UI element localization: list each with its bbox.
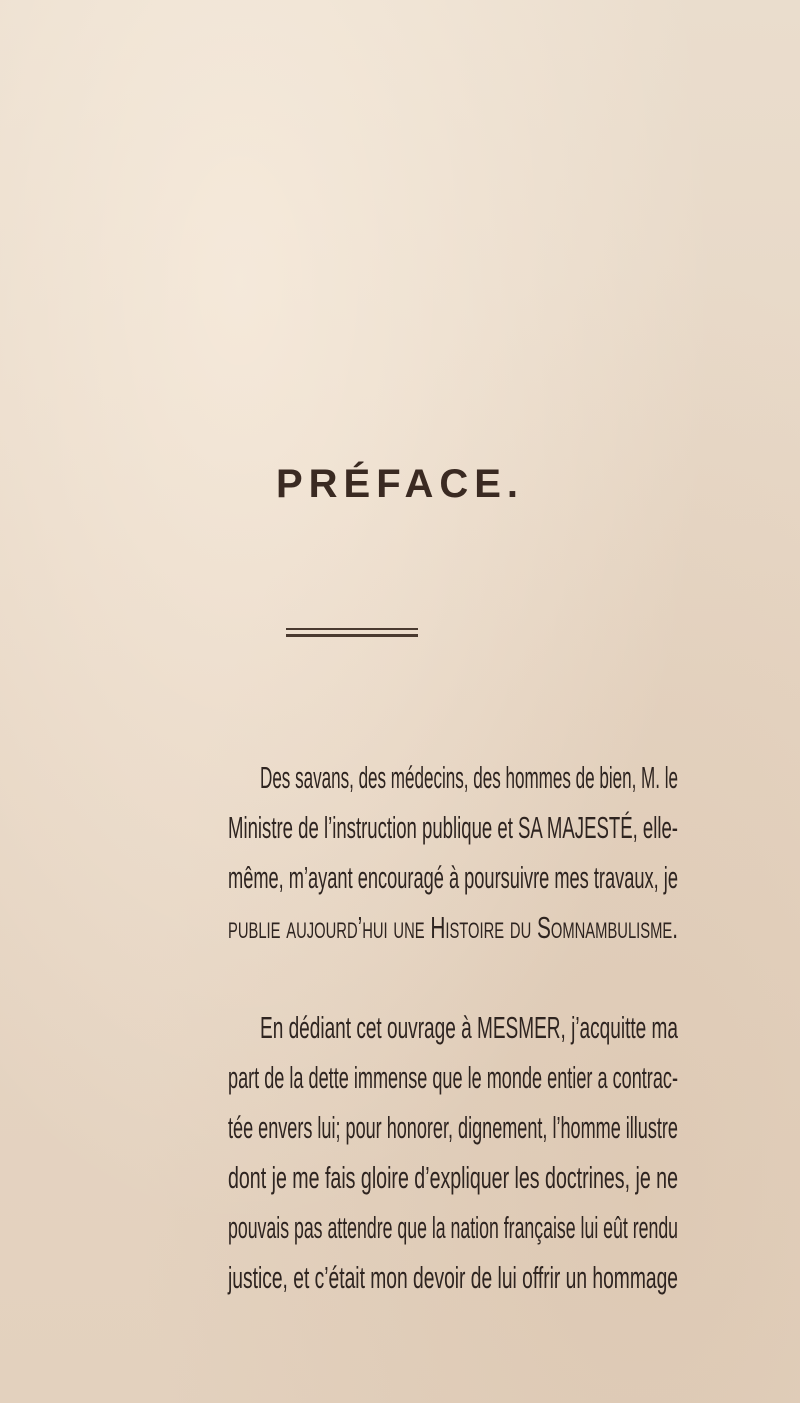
paragraph2-line-4: dont je me fais gloire d’expliquer les doctrines, je ne [228, 1160, 678, 1195]
paragraph1-line-2: Ministre de l’instruction publique et SA MAJESTÉ, elle- [228, 810, 678, 845]
paragraph2-line-3: tée envers lui; pour honorer, dignement, l’homme illustre [228, 1110, 678, 1145]
page-title: PRÉFACE. [275, 462, 525, 506]
title-rule [286, 628, 418, 637]
paragraph2-line-6: justice, et c’était mon devoir de lui offrir un hommage [228, 1260, 678, 1295]
title-rule-thick [286, 634, 418, 637]
paragraph2-line-1: En dédiant cet ouvrage à MESMER, j’acquitte ma [260, 1010, 678, 1045]
paragraph2-line-2: part de la dette immense que le monde entier a contrac- [228, 1060, 678, 1095]
paragraph2-line-5: pouvais pas attendre que la nation française lui eût rendu [228, 1210, 679, 1245]
paragraph1-line-4: publie aujourd’hui une Histoire du Somnambulisme. [228, 910, 679, 945]
paragraph1-line-3: même, m’ayant encouragé à poursuivre mes travaux, je [228, 860, 678, 895]
paragraph1-line-1: Des savans, des médecins, des hommes de bien, M. le [260, 760, 679, 795]
title-rule-thin [286, 628, 418, 630]
